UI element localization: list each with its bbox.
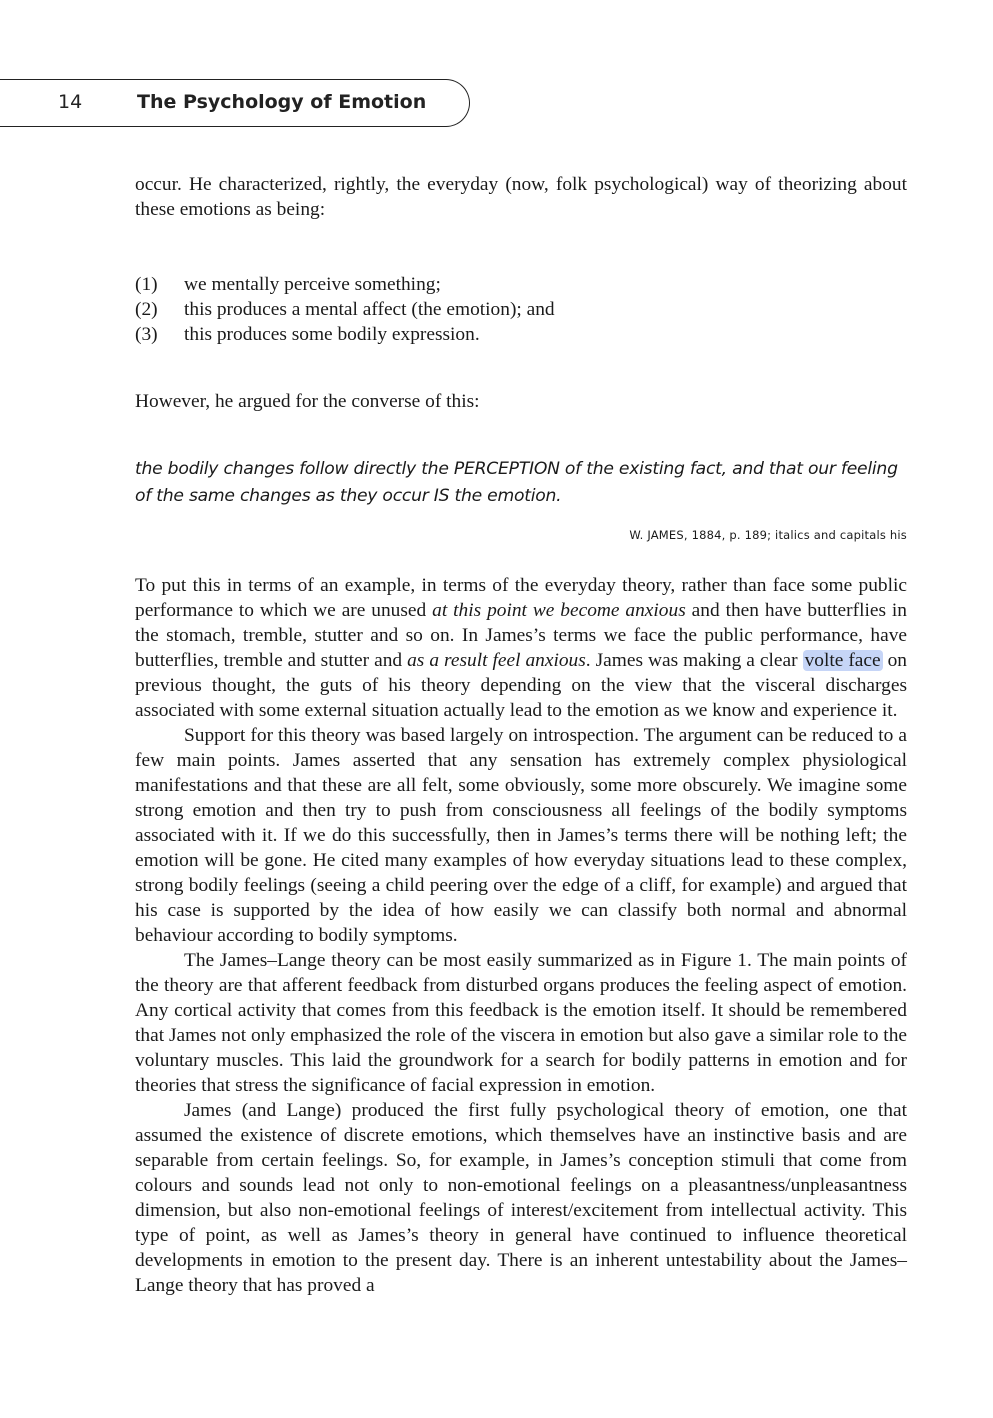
list-item	[135, 297, 907, 322]
italic-phrase: as a result feel anxious	[407, 650, 586, 672]
text-run: on previous thought, the guts of his theory depending on the view that the visceral discharges associated with some external situation actually lead to the emotion as we know and experience it.	[135, 650, 907, 722]
paragraph-introspection: Support for this theory was based largely on introspection. The argument can be reduced to a few main points. James asserted that any sensation has extremely complex physiological manifestations and that these are all felt, some obviously, some more obscurely. We imagine some strong emotion and then try to push from consciousness all feelings of the bodily symptoms associated with it. If we do this successfully, then in James’s terms there will be nothing left; the emotion will be gone. He cited many examples of how everyday situations lead to these complex, strong bodily feelings (seeing a child peering over the edge of a cliff, for example) and argued that his case is supported by the idea of how easily we can classify both normal and abnormal behaviour according to bodily symptoms.	[135, 725, 907, 947]
intro-paragraph: occur. He characterized, rightly, the everyday (now, folk psychological) way of theorizing about these emotions as being:	[135, 174, 907, 220]
block-quote: the bodily changes follow directly the PERCEPTION of the existing fact, and that our feeling of the same changes as they occur IS the emotion.	[135, 459, 898, 506]
page-body	[135, 172, 907, 1298]
list-item-number: (3)	[135, 324, 158, 345]
italic-phrase: at this point we become anxious	[432, 600, 686, 622]
list-item-number: (2)	[135, 299, 158, 320]
converse-paragraph: However, he argued for the converse of this:	[135, 391, 480, 412]
list-item	[135, 272, 907, 297]
list-item-text: this produces a mental affect (the emotion); and	[184, 299, 555, 320]
selected-text-highlight[interactable]: volte face	[804, 650, 881, 672]
paragraph-discrete-emotions: James (and Lange) produced the first fully psychological theory of emotion, one that assumed the existence of discrete emotions, which themselves have an instinctive basis and are separable from certain feelings. So, for example, in James’s conception stimuli that come from colours and sounds lead not only to non-emotional feelings on a pleasantness/unpleasantness dimension, but also non-emotional feelings of interest/excitement from intellectual activity. This type of point, as well as James’s theory in general have continued to influence theoretical developments in emotion to the present day. There is an inherent untestability about the James–Lange theory that has proved a	[135, 1100, 907, 1297]
paragraph-example	[135, 573, 907, 723]
page-number: 14	[58, 91, 83, 113]
paragraph-james-lange-summary: The James–Lange theory can be most easily summarized as in Figure 1. The main points of the theory are that afferent feedback from disturbed organs produces the feeling aspect of emotion. Any cortical activity that comes from this feedback is the emotion itself. It should be remembered that James not only emphasized the role of the viscera in emotion but also gave a similar role to the voluntary muscles. This laid the groundwork for a search for bodily patterns in emotion and for theories that stress the significance of facial expression in emotion.	[135, 950, 907, 1097]
text-run: . James was making a clear	[585, 650, 803, 672]
list-item-text: we mentally perceive something;	[184, 274, 441, 295]
list-item-text: this produces some bodily expression.	[184, 324, 480, 345]
text-run: and then have butterflies in the stomach, tremble, stutter and so on. In James’s terms we face the public performance, have butterflies, tremble and stutter and	[135, 600, 907, 672]
quote-citation: W. JAMES, 1884, p. 189; italics and capitals his	[629, 528, 907, 543]
running-title: The Psychology of Emotion	[137, 91, 427, 113]
numbered-list	[135, 272, 907, 347]
list-item-number: (1)	[135, 274, 158, 295]
text-run: To put this in terms of an example, in terms of the everyday theory, rather than face some public performance to which we are unused	[135, 575, 907, 622]
list-item	[135, 322, 907, 347]
